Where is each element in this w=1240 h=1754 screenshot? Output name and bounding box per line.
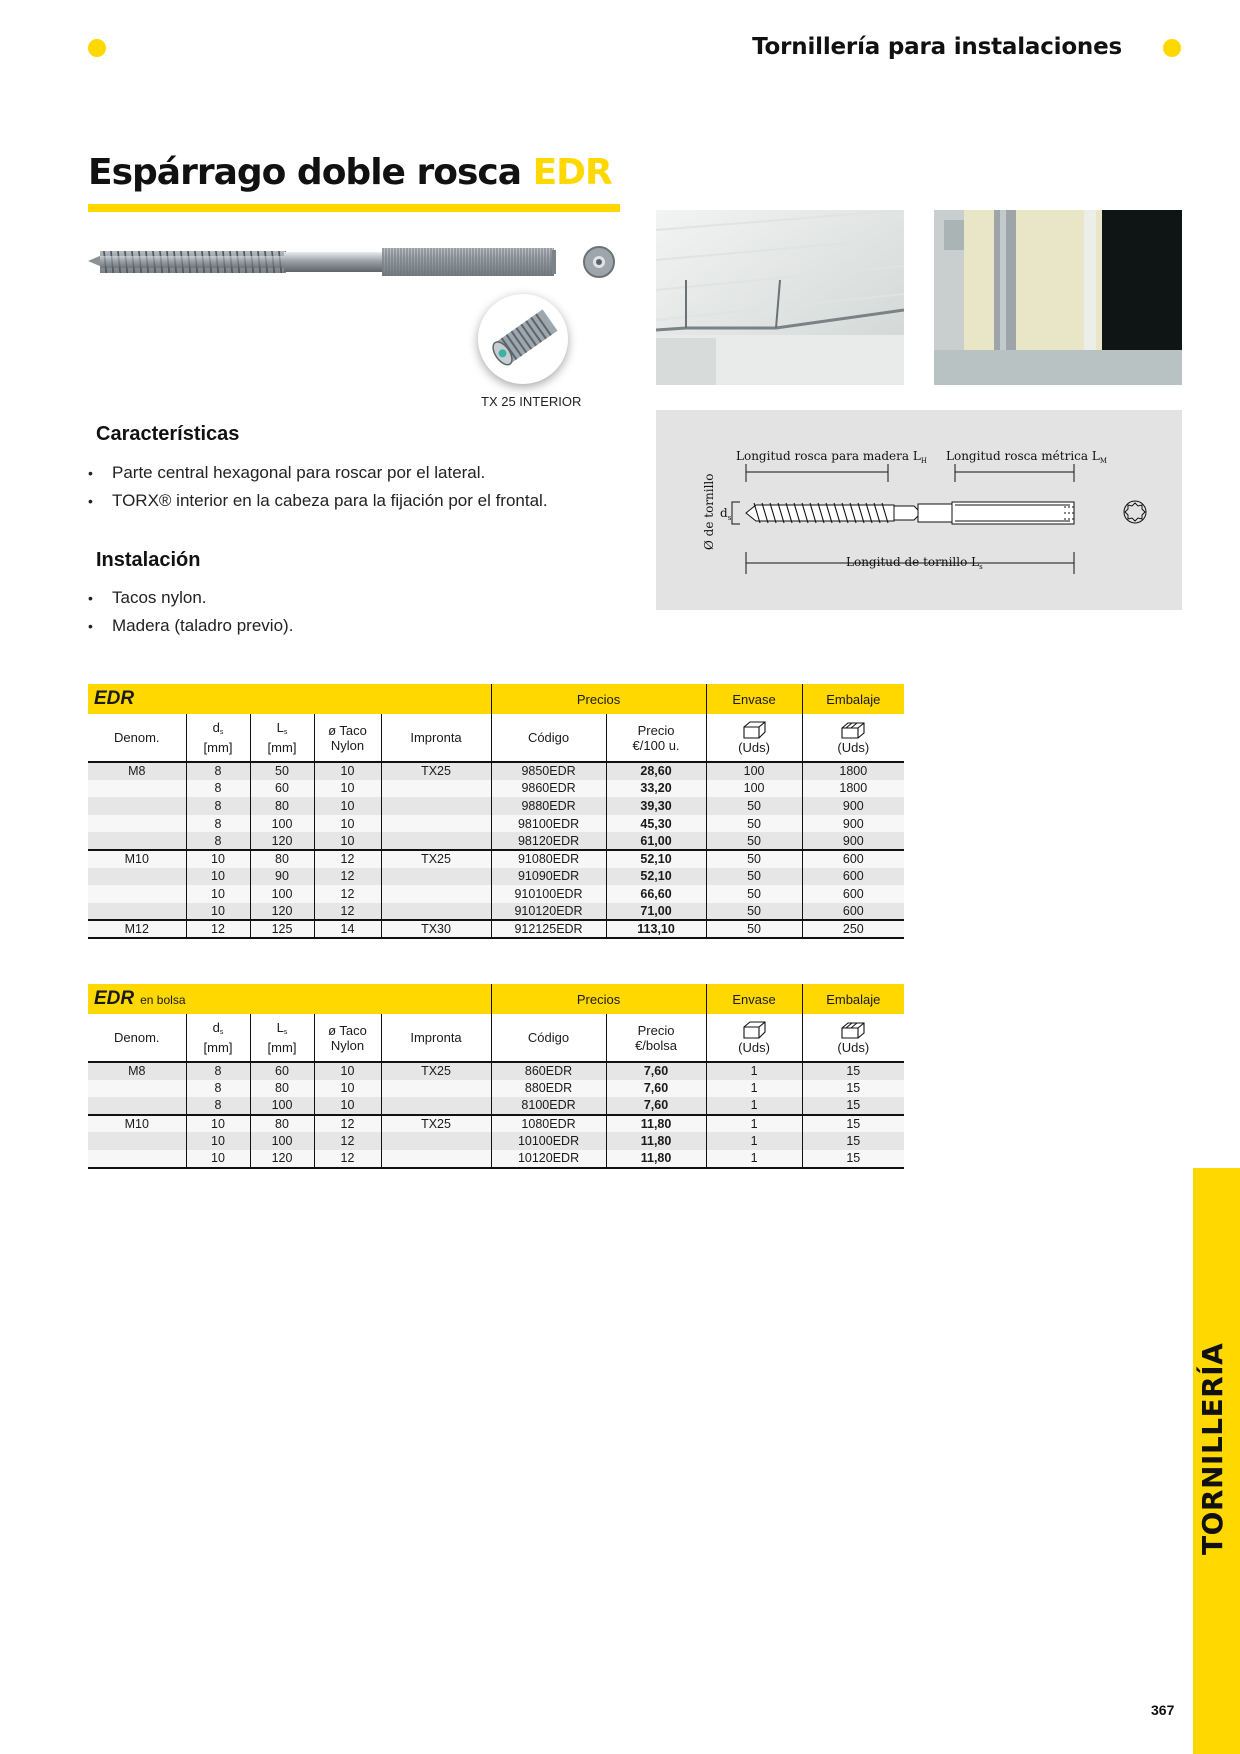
cell-envase: 50: [706, 868, 802, 886]
cell-codigo: 10100EDR: [491, 1132, 606, 1150]
embalaje-band-label: Embalaje: [802, 984, 904, 1014]
left-header-dot: [88, 39, 106, 57]
cell-impronta: TX25: [381, 850, 491, 868]
cell-length: 125: [250, 920, 314, 938]
col-denom: Denom.: [88, 714, 186, 762]
screw-product-image: [88, 236, 620, 286]
cell-envase: 50: [706, 885, 802, 903]
cell-denom: M12: [88, 920, 186, 938]
cell-embalaje: 15: [802, 1150, 904, 1168]
table-row: [88, 797, 904, 815]
cell-diameter: 10: [186, 1150, 250, 1168]
col-impronta: Impronta: [381, 1014, 491, 1062]
cell-codigo: 9850EDR: [491, 762, 606, 780]
technical-diagram: [656, 410, 1182, 610]
wall-pipe-photo: [934, 210, 1182, 385]
cell-diameter: 10: [186, 850, 250, 868]
cell-diameter: 10: [186, 885, 250, 903]
torx-caption: TX 25 INTERIOR: [481, 394, 582, 409]
cell-diameter: 8: [186, 1097, 250, 1115]
cell-envase: 1: [706, 1132, 802, 1150]
cell-diameter: 8: [186, 832, 250, 850]
cell-embalaje: 1800: [802, 762, 904, 780]
cell-taco: 12: [314, 1150, 381, 1168]
cell-denom: [88, 1080, 186, 1098]
cell-embalaje: 15: [802, 1115, 904, 1133]
col-diameter: ds [mm]: [186, 714, 250, 762]
precios-band-label: Precios: [491, 984, 706, 1014]
cell-length: 100: [250, 815, 314, 833]
cell-taco: 12: [314, 903, 381, 921]
cell-denom: [88, 815, 186, 833]
cell-length: 60: [250, 780, 314, 798]
cell-denom: [88, 780, 186, 798]
col-diameter: ds [mm]: [186, 1014, 250, 1062]
cell-taco: 10: [314, 1062, 381, 1080]
cell-impronta: [381, 868, 491, 886]
table-name: EDR en bolsa: [88, 984, 491, 1014]
table-row: [88, 832, 904, 850]
table-row: [88, 1132, 904, 1150]
cell-length: 120: [250, 832, 314, 850]
diagram-label-metric: Longitud rosca métrica $L_M$: [946, 449, 1108, 465]
table-row: [88, 1080, 904, 1098]
diagram-label-diameter: Ø de tornillo: [702, 473, 716, 550]
cell-codigo: 910120EDR: [491, 903, 606, 921]
cell-length: 120: [250, 903, 314, 921]
cell-denom: [88, 797, 186, 815]
embalaje-band-label: Embalaje: [802, 684, 904, 714]
edr-bolsa-price-table: [88, 984, 904, 1169]
table-header-row: [88, 714, 904, 762]
cell-length: 100: [250, 885, 314, 903]
cell-length: 50: [250, 762, 314, 780]
cell-diameter: 12: [186, 920, 250, 938]
diagram-label-d: $d_s$: [720, 506, 732, 522]
precios-band-label: Precios: [491, 684, 706, 714]
cell-diameter: 10: [186, 868, 250, 886]
page-number: 367: [1151, 1702, 1175, 1718]
col-codigo: Código: [491, 1014, 606, 1062]
cell-codigo: 91090EDR: [491, 868, 606, 886]
cell-length: 80: [250, 1115, 314, 1133]
col-impronta: Impronta: [381, 714, 491, 762]
cell-precio: 39,30: [606, 797, 706, 815]
title-underline: [88, 204, 620, 212]
list-item: • Tacos nylon.: [88, 584, 293, 612]
title-main: Espárrago doble rosca: [88, 152, 522, 193]
cell-denom: M8: [88, 1062, 186, 1080]
cell-denom: [88, 885, 186, 903]
cell-impronta: TX25: [381, 762, 491, 780]
cell-taco: 12: [314, 868, 381, 886]
cell-taco: 10: [314, 832, 381, 850]
diagram-label-length: Longitud de tornillo $L_s$: [846, 555, 983, 571]
cell-diameter: 10: [186, 1132, 250, 1150]
cell-envase: 1: [706, 1062, 802, 1080]
cell-denom: [88, 903, 186, 921]
cell-embalaje: 600: [802, 885, 904, 903]
cell-denom: [88, 868, 186, 886]
cell-taco: 10: [314, 1097, 381, 1115]
cell-embalaje: 15: [802, 1097, 904, 1115]
cell-impronta: [381, 797, 491, 815]
cell-envase: 50: [706, 815, 802, 833]
box-icon: [741, 720, 767, 740]
cell-taco: 12: [314, 885, 381, 903]
col-codigo: Código: [491, 714, 606, 762]
cell-taco: 12: [314, 1115, 381, 1133]
cell-taco: 10: [314, 797, 381, 815]
caracteristicas-list: [88, 459, 548, 515]
col-envase: (Uds): [706, 1014, 802, 1062]
cell-precio: 113,10: [606, 920, 706, 938]
cell-envase: 50: [706, 920, 802, 938]
col-length: Ls [mm]: [250, 714, 314, 762]
right-header-dot: [1163, 39, 1181, 57]
col-precio: Precio €/100 u.: [606, 714, 706, 762]
col-taco: ø Taco Nylon: [314, 714, 381, 762]
cell-codigo: 1080EDR: [491, 1115, 606, 1133]
cell-length: 80: [250, 797, 314, 815]
cell-impronta: [381, 885, 491, 903]
carton-box-icon: [839, 1020, 867, 1040]
diagram-label-wood: Longitud rosca para madera $L_H$: [736, 449, 927, 465]
table-row: [88, 1062, 904, 1080]
cell-envase: 1: [706, 1080, 802, 1098]
table-title-band: [88, 684, 904, 714]
cell-embalaje: 1800: [802, 780, 904, 798]
cell-precio: 61,00: [606, 832, 706, 850]
cell-precio: 66,60: [606, 885, 706, 903]
cell-impronta: [381, 780, 491, 798]
cell-embalaje: 600: [802, 903, 904, 921]
envase-band-label: Envase: [706, 984, 802, 1014]
cell-denom: [88, 1097, 186, 1115]
instalacion-list: [88, 584, 293, 640]
cell-precio: 11,80: [606, 1150, 706, 1168]
cell-embalaje: 15: [802, 1132, 904, 1150]
cell-embalaje: 600: [802, 868, 904, 886]
cell-envase: 1: [706, 1150, 802, 1168]
cell-diameter: 8: [186, 1080, 250, 1098]
cell-envase: 100: [706, 762, 802, 780]
instalacion-heading: Instalación: [96, 549, 201, 571]
cell-codigo: 98100EDR: [491, 815, 606, 833]
cell-precio: 52,10: [606, 850, 706, 868]
cell-precio: 11,80: [606, 1132, 706, 1150]
cell-impronta: [381, 1150, 491, 1168]
list-item: • TORX® interior en la cabeza para la fijación por el frontal.: [88, 487, 548, 515]
cell-envase: 1: [706, 1097, 802, 1115]
cell-denom: M10: [88, 850, 186, 868]
caracteristicas-heading: Características: [96, 423, 240, 445]
cell-codigo: 9860EDR: [491, 780, 606, 798]
cell-precio: 52,10: [606, 868, 706, 886]
cell-precio: 7,60: [606, 1080, 706, 1098]
cell-diameter: 8: [186, 815, 250, 833]
cell-envase: 50: [706, 832, 802, 850]
cell-codigo: 910100EDR: [491, 885, 606, 903]
table-row: [88, 885, 904, 903]
cell-embalaje: 250: [802, 920, 904, 938]
col-precio: Precio €/bolsa: [606, 1014, 706, 1062]
cell-diameter: 10: [186, 1115, 250, 1133]
table-header-row: [88, 1014, 904, 1062]
cell-impronta: TX25: [381, 1115, 491, 1133]
cell-diameter: 8: [186, 762, 250, 780]
cell-length: 100: [250, 1132, 314, 1150]
cell-diameter: 8: [186, 1062, 250, 1080]
cell-taco: 12: [314, 850, 381, 868]
cell-codigo: 9880EDR: [491, 797, 606, 815]
cell-diameter: 8: [186, 780, 250, 798]
cell-diameter: 8: [186, 797, 250, 815]
cell-precio: 28,60: [606, 762, 706, 780]
col-envase: (Uds): [706, 714, 802, 762]
cell-impronta: TX30: [381, 920, 491, 938]
cell-precio: 71,00: [606, 903, 706, 921]
table-row: [88, 920, 904, 938]
cell-length: 90: [250, 868, 314, 886]
cell-denom: [88, 1150, 186, 1168]
cell-codigo: 98120EDR: [491, 832, 606, 850]
cell-impronta: TX25: [381, 1062, 491, 1080]
page-title: [88, 152, 612, 193]
table-row: [88, 815, 904, 833]
torx-closeup-image: [478, 294, 568, 384]
cell-length: 80: [250, 850, 314, 868]
col-taco: ø Taco Nylon: [314, 1014, 381, 1062]
cell-impronta: [381, 1097, 491, 1115]
table-row: [88, 1097, 904, 1115]
col-denom: Denom.: [88, 1014, 186, 1062]
title-highlight: EDR: [532, 152, 612, 193]
cell-denom: [88, 1132, 186, 1150]
cell-codigo: 8100EDR: [491, 1097, 606, 1115]
cell-taco: 10: [314, 762, 381, 780]
cell-denom: M10: [88, 1115, 186, 1133]
cell-denom: [88, 832, 186, 850]
carton-box-icon: [839, 720, 867, 740]
cell-codigo: 10120EDR: [491, 1150, 606, 1168]
cell-impronta: [381, 1080, 491, 1098]
cell-codigo: 860EDR: [491, 1062, 606, 1080]
table-row: [88, 850, 904, 868]
cell-envase: 50: [706, 797, 802, 815]
list-item: • Parte central hexagonal para roscar por el lateral.: [88, 459, 548, 487]
cell-envase: 50: [706, 850, 802, 868]
table-name: EDR: [88, 684, 491, 714]
section-header-title: Tornillería para instalaciones: [752, 34, 1122, 60]
cell-taco: 14: [314, 920, 381, 938]
cell-codigo: 880EDR: [491, 1080, 606, 1098]
cell-impronta: [381, 815, 491, 833]
edr-price-table: [88, 684, 904, 939]
cell-taco: 10: [314, 780, 381, 798]
cell-impronta: [381, 832, 491, 850]
cell-envase: 1: [706, 1115, 802, 1133]
cell-impronta: [381, 1132, 491, 1150]
cell-precio: 7,60: [606, 1097, 706, 1115]
cell-precio: 7,60: [606, 1062, 706, 1080]
cell-embalaje: 900: [802, 815, 904, 833]
cell-embalaje: 15: [802, 1062, 904, 1080]
col-embalaje: (Uds): [802, 714, 904, 762]
ceiling-pipe-photo: [656, 210, 904, 385]
cell-envase: 50: [706, 903, 802, 921]
cell-embalaje: 900: [802, 832, 904, 850]
list-item: • Madera (taladro previo).: [88, 612, 293, 640]
table-row: [88, 868, 904, 886]
table-title-band: [88, 984, 904, 1014]
cell-embalaje: 600: [802, 850, 904, 868]
cell-taco: 12: [314, 1132, 381, 1150]
cell-codigo: 912125EDR: [491, 920, 606, 938]
table-row: [88, 903, 904, 921]
col-length: Ls [mm]: [250, 1014, 314, 1062]
table-row: [88, 1115, 904, 1133]
cell-embalaje: 900: [802, 797, 904, 815]
cell-precio: 45,30: [606, 815, 706, 833]
cell-length: 100: [250, 1097, 314, 1115]
cell-precio: 33,20: [606, 780, 706, 798]
cell-envase: 100: [706, 780, 802, 798]
cell-length: 60: [250, 1062, 314, 1080]
cell-precio: 11,80: [606, 1115, 706, 1133]
cell-taco: 10: [314, 1080, 381, 1098]
side-tab-label: TORNILLERÍA: [1196, 1342, 1229, 1555]
cell-length: 80: [250, 1080, 314, 1098]
table-row: [88, 780, 904, 798]
cell-length: 120: [250, 1150, 314, 1168]
cell-taco: 10: [314, 815, 381, 833]
table-row: [88, 762, 904, 780]
cell-denom: M8: [88, 762, 186, 780]
box-icon: [741, 1020, 767, 1040]
cell-codigo: 91080EDR: [491, 850, 606, 868]
table-row: [88, 1150, 904, 1168]
envase-band-label: Envase: [706, 684, 802, 714]
cell-diameter: 10: [186, 903, 250, 921]
cell-impronta: [381, 903, 491, 921]
cell-embalaje: 15: [802, 1080, 904, 1098]
col-embalaje: (Uds): [802, 1014, 904, 1062]
